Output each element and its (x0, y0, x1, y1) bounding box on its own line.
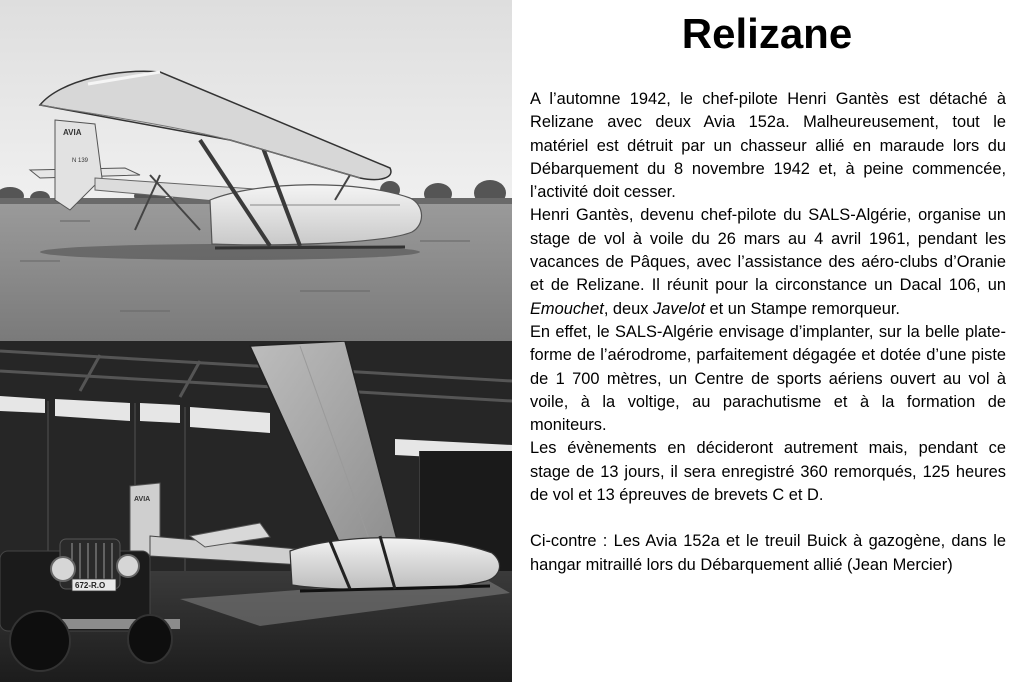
car-plate: 672-R.O (75, 581, 106, 590)
paragraph-2-part-b: , deux (603, 299, 654, 318)
page-title: Relizane (681, 10, 853, 57)
paragraph-2 (530, 204, 1006, 320)
car-headlight-left (51, 557, 75, 581)
photo-hangar (0, 341, 512, 682)
paragraph-3: En effet, le SALS-Algérie envisage d’implanter, sur la belle plate-forme de l’aérodrome, parfaitement dégagée et dotée d’une piste de 1 700 mètres, un Centre de sports aériens ouvert au vol à voile, à la voltige, au parachutisme et à la formation de moniteurs. (530, 322, 1006, 435)
paragraph-2-part-a: Henri Gantès, devenu chef-pilote du SALS-Algérie, organise un stage de vol à voile du 26 mars au 4 avril 1961, pendant les vacances de Pâques, avec l’assistance des aéro-clubs d’Oranie et de Relizane. Il réunit pour la circonstance un Dacal 106, un (530, 206, 1006, 295)
paragraph-4: Les évènements en décideront autrement mais, pendant ce stage de 13 jours, il sera enregistré 360 remorqués, 125 heures de vol et 13 épreuves de brevets C et D. (530, 439, 1006, 505)
paragraph-1: A l’automne 1942, le chef-pilote Henri Gantès est détaché à Relizane avec deux Avia 152a. Malheureusement, tout le matériel est détruit par un chasseur allié en maraude lors du Débarquement du 8 novembre 1942 et, à peine commencée, l’activité doit cesser. (530, 90, 1006, 202)
car-headlight-right (117, 555, 139, 577)
fin-label: AVIA (63, 128, 82, 137)
photo-glider-airfield (0, 0, 512, 341)
glider-name-javelot: Javelot (653, 299, 705, 318)
fin-label-hangar: AVIA (134, 496, 151, 503)
paragraph-2-part-c: et un Stampe remorqueur. (704, 299, 900, 318)
photo-caption: Ci-contre : Les Avia 152a et le treuil Buick à gazogène, dans le hangar mitraillé lors du Débarquement allié (Jean Mercier) (530, 532, 1006, 574)
fin-number: N 139 (72, 158, 89, 164)
glider-name-emouchet: Emouchet (530, 299, 604, 318)
article-body (530, 88, 1006, 577)
